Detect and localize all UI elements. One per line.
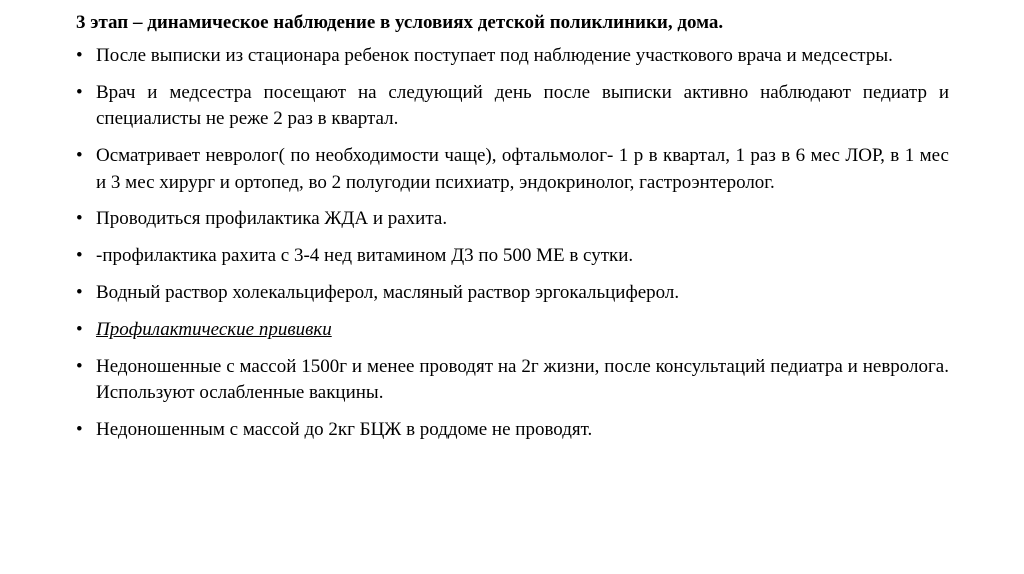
list-item-text: -профилактика рахита с 3-4 нед витамином Д3 по 500 МЕ в сутки. (96, 245, 634, 267)
bullet-dot: • (76, 418, 83, 440)
list-item (76, 43, 949, 70)
bullet-dot: • (76, 45, 83, 66)
list-item (76, 143, 949, 196)
bullet-dot: • (76, 145, 83, 167)
bullet-dot: • (76, 81, 83, 103)
list-item-text: Осматривает невролог( по необходимости чаще), офтальмолог- 1 р в квартал, 1 раз в 6 мес ЛОР, в 1 мес и 3 мес хирург и ортопед, во 2 полугодии психиатр, эндокринолог, гастроэнтеролог. (96, 145, 949, 193)
list-item-text: Недоношенные с массой 1500г и менее проводят на 2г жизни, после консультаций педиатра и невролога. Используют ослабленные вакцины. (96, 355, 949, 404)
list-item-text: Водный раствор холекальциферол, масляный раствор эргокальциферол. (96, 281, 680, 303)
list-item (76, 80, 949, 133)
list-item (76, 280, 949, 307)
list-item-text: Недоношенным с массой до 2кг БЦЖ в роддоме не проводят. (96, 418, 593, 440)
list-item (76, 243, 949, 270)
list-item-vaccinations (76, 317, 949, 344)
list-item-text: После выписки из стационара ребенок поступает под наблюдение участкового врача и медсестры. (96, 45, 893, 66)
bullet-dot: • (76, 355, 83, 377)
bullet-list (76, 43, 949, 454)
vaccinations-subheading: Профилактические прививки (96, 318, 332, 340)
list-item-text: Проводиться профилактика ЖДА и рахита. (96, 208, 448, 230)
bullet-dot: • (76, 281, 83, 303)
page-title: 3 этап – динамическое наблюдение в условиях детской поликлиники, дома. (76, 12, 724, 33)
bullet-dot: • (76, 318, 83, 340)
list-item (76, 354, 949, 407)
list-item (76, 206, 949, 233)
bullet-dot: • (76, 208, 83, 230)
list-item (76, 417, 949, 444)
bullet-dot: • (76, 245, 83, 267)
list-item-text: Врач и медсестра посещают на следующий день после выписки активно наблюдают педиатр и специалисты не реже 2 раз в квартал. (96, 81, 949, 130)
